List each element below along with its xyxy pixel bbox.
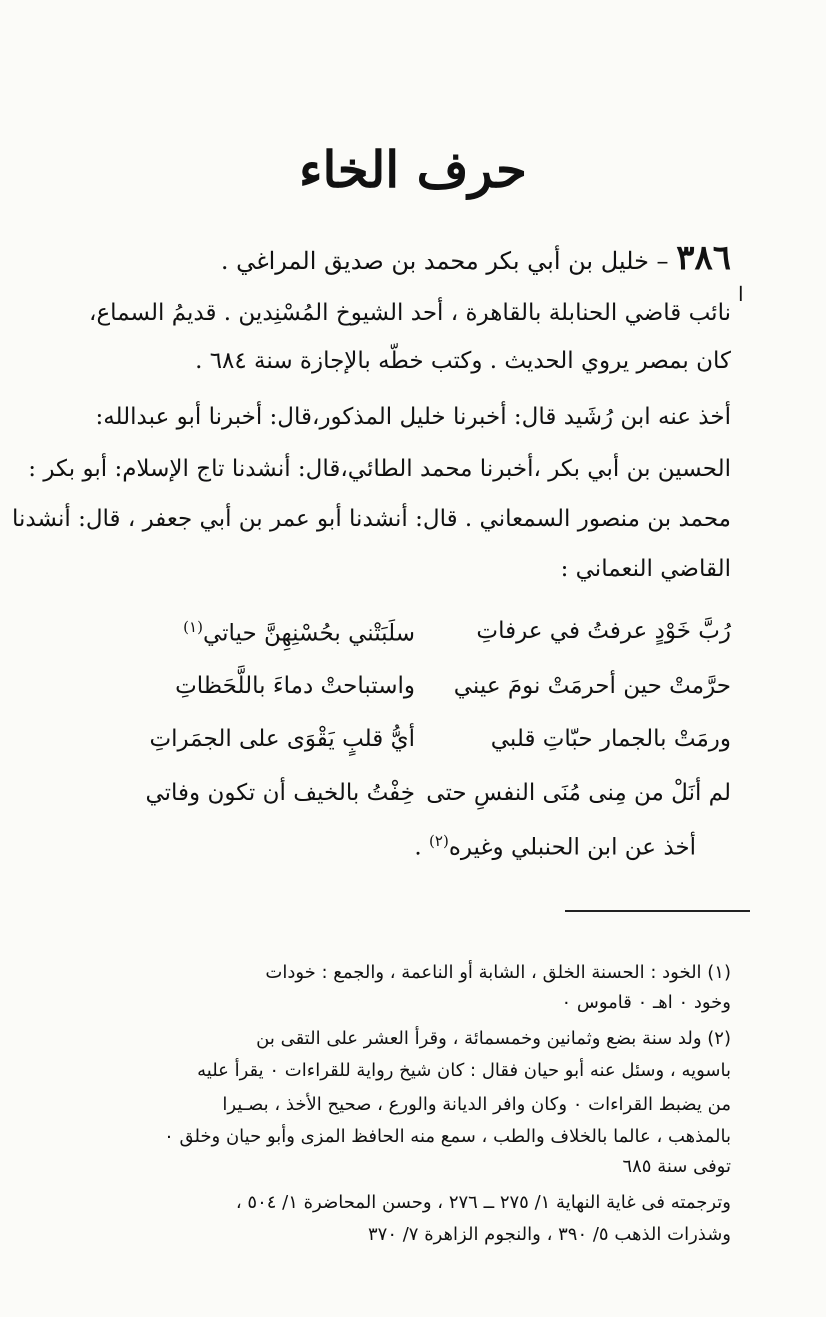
footnote-line: توفى سنة ٦٨٥ (622, 1156, 731, 1177)
entry-title (60, 238, 731, 278)
footnote-line: (١) الخود : الحسنة الخلق ، الشابة أو الناعمة ، والجمع : خودات (265, 962, 731, 983)
body-line: محمد بن منصور السمعاني . قال: أنشدنا أبو عمر بن أبي جعفر ، قال: أنشدنا (11, 506, 731, 532)
verse (95, 618, 731, 658)
footnote-line: وشذرات الذهب ٥/ ٣٩٠ ، والنجوم الزاهرة ٧/ ٣٧٠ (367, 1224, 731, 1245)
body-line: كان بمصر يروي الحديث . وكتب خطّه بالإجازة سنة ٦٨٤ . (195, 348, 731, 374)
footnote-line: (٢) ولد سنة بضع وثمانين وخمسمائة ، وقرأ العشر على التقى بن (256, 1028, 731, 1049)
verse-second-hemistich: خِفْتُ بالخيف أن تكون وفاتي (145, 780, 415, 806)
verse-first-hemistich: ورمَتْ بالجمار حبّاتِ قلبي (490, 726, 731, 752)
entry-name: – خليل بن أبي بكر محمد بن صديق المراغي . (220, 247, 669, 275)
closing-text: أخذ عن ابن الحنبلي وغيره (448, 834, 696, 861)
footnote-line: وترجمته فى غاية النهاية ١/ ٢٧٥ ــ ٢٧٦ ، وحسن المحاضرة ١/ ٥٠٤ ، (235, 1192, 731, 1213)
footnote-line: من يضبط القراءات ٠ وكان وافر الديانة والورع ، صحيح الأخذ ، بصـيرا (222, 1094, 731, 1115)
verse-second-hemistich (95, 618, 415, 647)
footnote-separator (565, 910, 750, 912)
verse (95, 780, 731, 820)
body-line: نائب قاضي الحنابلة بالقاهرة ، أحد الشيوخ المُسْنِدين . قديمُ السماع، (89, 300, 731, 326)
verse (95, 726, 731, 766)
closing-line (60, 832, 696, 861)
entry-number: ٣٨٦ (676, 238, 731, 278)
margin-mark: ا (738, 282, 744, 306)
verse-first-hemistich: حرَّمتْ حين أحرمَتْ نومَ عيني (453, 673, 731, 699)
verse-text: سلَبَتْني بحُسْنِهِنَّ حياتي (202, 620, 415, 647)
verse-second-hemistich: أيُّ قلبٍ يَقْوَى على الجمَراتِ (149, 726, 415, 752)
closing-period: . (414, 834, 430, 861)
footnote-ref: (٢) (429, 832, 449, 850)
verse-first-hemistich: رُبَّ خَوْدٍ عرفتُ في عرفاتِ (476, 618, 731, 644)
body-line: أخذ عنه ابن رُشَيد قال: أخبرنا خليل المذكور،قال: أخبرنا أبو عبدالله: (95, 404, 731, 430)
footnote-line: بالمذهب ، عالما بالخلاف والطب ، سمع منه الحافظ المزى وأبو حيان وخلق ٠ (164, 1126, 731, 1147)
verse (95, 673, 731, 713)
body-line: الحسين بن أبي بكر ،أخبرنا محمد الطائي،قال: أنشدنا تاج الإسلام: أبو بكر : (28, 456, 731, 482)
footnote-line: باسويه ، وسئل عنه أبو حيان فقال : كان شيخ رواية للقراءات ٠ يقرأ عليه (197, 1060, 731, 1081)
footnote-line: وخود ٠ اهـ ٠ قاموس ٠ (561, 992, 731, 1013)
footnote-ref: (١) (183, 618, 203, 636)
chapter-heading: حرف الخاء (299, 140, 527, 199)
body-line: القاضي النعماني : (560, 556, 731, 582)
verse-second-hemistich: واستباحتْ دماءَ باللَّحَظاتِ (175, 673, 415, 699)
verse-first-hemistich: لم أنَلْ من مِنى مُنَى النفسِ حتى (426, 780, 731, 806)
